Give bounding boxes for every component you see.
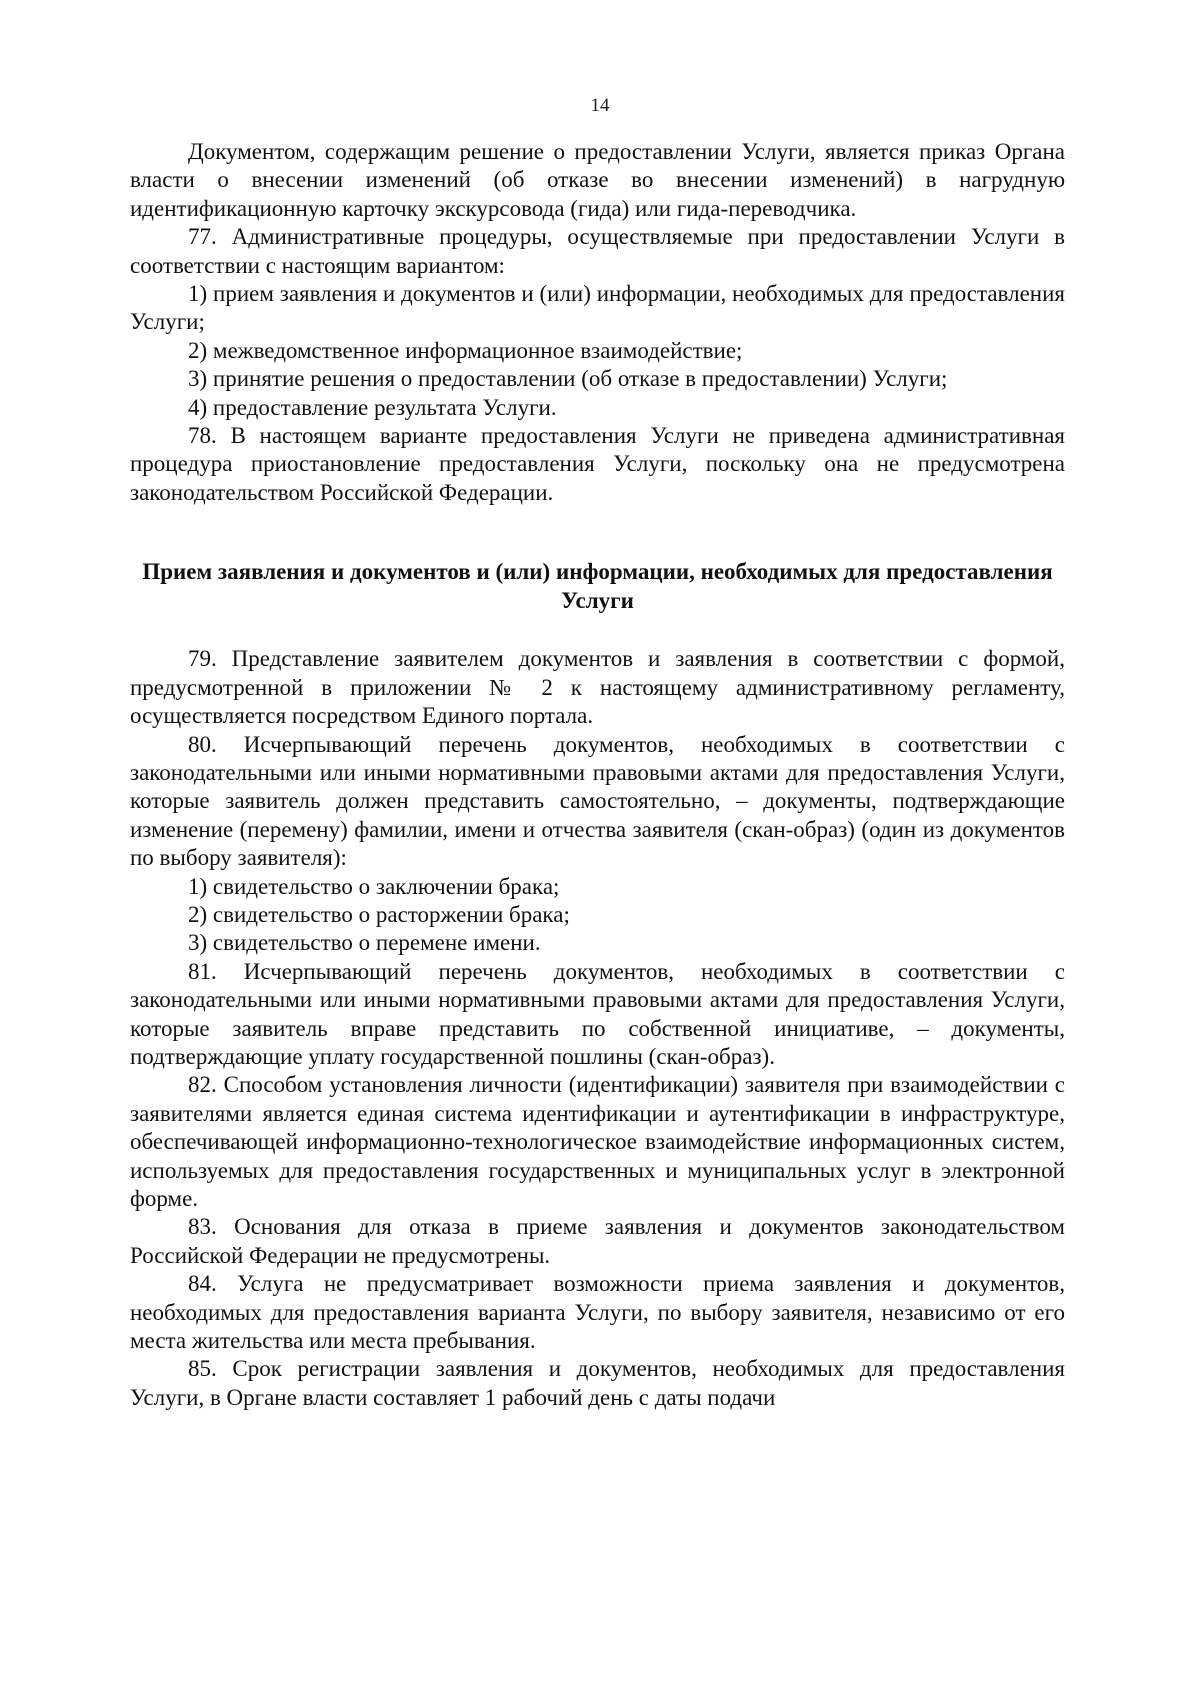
- paragraph-80: 80. Исчерпывающий перечень документов, необходимых в соответствии с законодательными или иными нормативными правовыми актами для предоставления Услуги, которые заявитель должен представить самостоятельно, – документы, подтверждающие изменение (перемену) фамилии, имени и отчества заявителя (скан-образ) (один из документов по выбору заявителя):: [130, 731, 1065, 871]
- list-item-77-2: 2) межведомственное информационное взаимодействие;: [188, 337, 743, 363]
- paragraph-79: 79. Представление заявителем документов и заявления в соответствии с формой, предусмотренной в приложении № 2 к настоящему административному регламенту, осуществляется посредством Единого портала.: [130, 646, 1065, 729]
- paragraph-82: 82. Способом установления личности (идентификации) заявителя при взаимодействии с заявителями является единая система идентификации и аутентификации в инфраструктуре, обеспечивающей информационно-технологическое взаимодействие информационных систем, используемых для предоставления государственных и муниципальных услуг в электронной форме.: [130, 1072, 1065, 1211]
- document-body: [130, 138, 1065, 1412]
- paragraph-85: 85. Срок регистрации заявления и документов, необходимых для предоставления Услуги, в Органе власти составляет 1 рабочий день с даты подачи: [130, 1356, 1065, 1410]
- list-item-80-3: 3) свидетельство о перемене имени.: [188, 930, 541, 956]
- list-item-80-1: 1) свидетельство о заключении брака;: [188, 873, 560, 899]
- page-number: 14: [590, 95, 610, 116]
- paragraph-decision-document: Документом, содержащим решение о предоставлении Услуги, является приказ Органа власти о внесении изменений (об отказе во внесении изменений) в нагрудную идентификационную карточку экскурсовода (гида) или гида-переводчика.: [130, 139, 1065, 221]
- list-item-80-2: 2) свидетельство о расторжении брака;: [188, 901, 570, 927]
- list-item-77-1: 1) прием заявления и документов и (или) информации, необходимых для предоставления Услуги;: [130, 281, 1065, 335]
- paragraph-83: 83. Основания для отказа в приеме заявления и документов законодательством Российской Федерации не предусмотрены.: [130, 1214, 1065, 1268]
- paragraph-78: 78. В настоящем варианте предоставления Услуги не приведена административная процедура приостановление предоставления Услуги, поскольку она не предусмотрена законодательством Российской Федерации.: [130, 423, 1065, 505]
- list-item-77-4: 4) предоставление результата Услуги.: [188, 394, 557, 420]
- paragraph-81: 81. Исчерпывающий перечень документов, необходимых в соответствии с законодательными или иными нормативными правовыми актами для предоставления Услуги, которые заявитель вправе представить по собственной инициативе, – документы, подтверждающие уплату государственной пошлины (скан-образ).: [130, 958, 1065, 1069]
- section-heading: Прием заявления и документов и (или) информации, необходимых для предоставления Услуги: [142, 559, 1053, 614]
- paragraph-84: 84. Услуга не предусматривает возможности приема заявления и документов, необходимых для предоставления варианта Услуги, по выбору заявителя, независимо от его места жительства или места пребывания.: [130, 1271, 1065, 1354]
- list-item-77-3: 3) принятие решения о предоставлении (об отказе в предоставлении) Услуги;: [188, 366, 948, 392]
- paragraph-77: 77. Административные процедуры, осуществляемые при предоставлении Услуги в соответствии с настоящим вариантом:: [130, 224, 1065, 278]
